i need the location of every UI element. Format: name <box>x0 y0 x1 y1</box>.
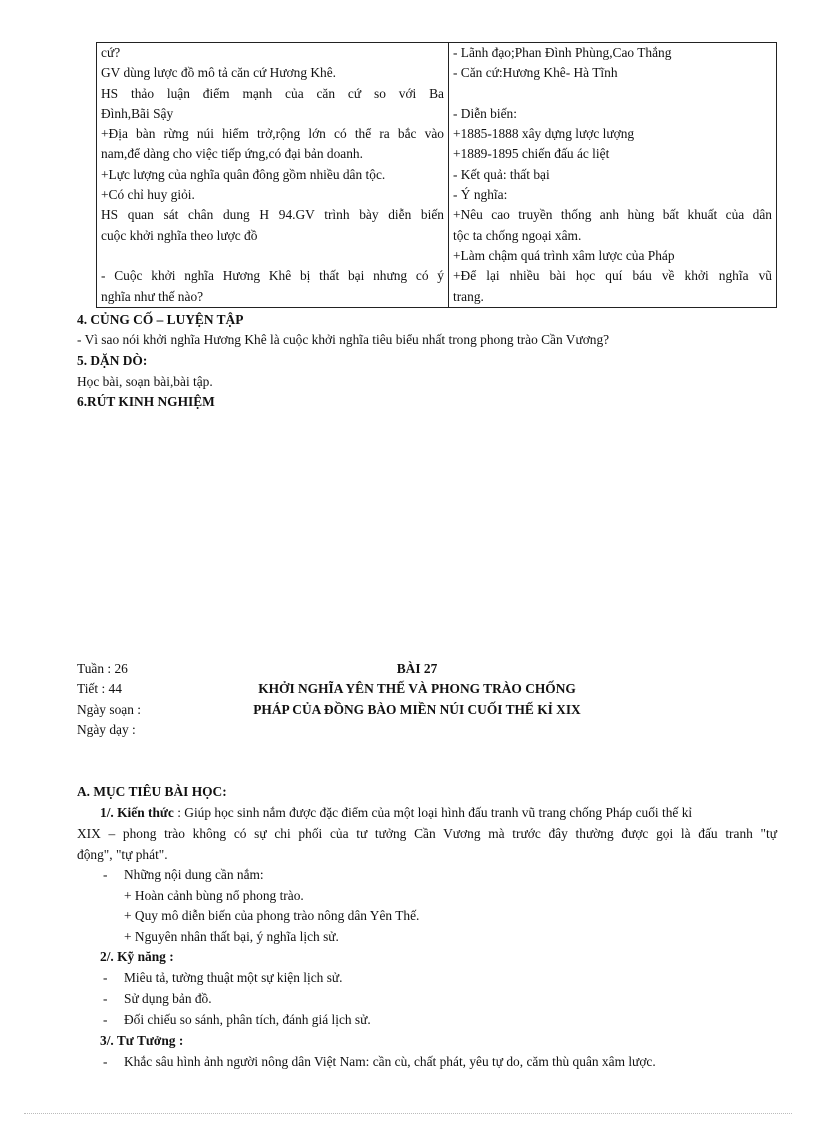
skills-item: Đối chiếu so sánh, phân tích, đánh giá lịch sử. <box>124 1012 371 1027</box>
period-label: Tiết : 44 <box>77 681 122 696</box>
section4-heading: 4. CỦNG CỐ – LUYỆN TẬP <box>77 312 244 327</box>
table-right-line: +Làm chậm quá trình xâm lược của Pháp <box>453 247 675 263</box>
section5-text: Học bài, soạn bài,bài tập. <box>77 374 213 389</box>
table-left-line: nghĩa như thế nào? <box>101 288 204 304</box>
table-right-line: - Diễn biến: <box>453 105 517 121</box>
thought-label: 3/. Tư Tưởng : <box>100 1033 184 1048</box>
table-right-line: +Để lại nhiều bài học quí báu về khởi nghĩa vũ <box>453 268 772 284</box>
table-left-line: nam,để dàng cho việc tiếp ứng,có đại bản doanh. <box>101 146 363 162</box>
knowledge-text: : Giúp học sinh nắm được đặc điểm của một loại hình đấu tranh vũ trang chống Pháp cuối thế kỉ <box>173 805 693 820</box>
content-lead: Những nội dung cần nắm: <box>124 867 264 882</box>
content-item: + Quy mô diễn biến của phong trào nông dân Yên Thế. <box>124 908 420 923</box>
week-label: Tuần : 26 <box>77 661 128 676</box>
content-item: + Hoàn cảnh bùng nổ phong trào. <box>124 888 304 903</box>
lesson-title-line1: KHỞI NGHĨA YÊN THẾ VÀ PHONG TRÀO CHỐNG <box>258 681 576 696</box>
bullet-dash: - <box>103 1054 108 1069</box>
skills-item: Miêu tả, tường thuật một sự kiện lịch sử. <box>124 970 343 985</box>
table-right-line: +1885-1888 xây dựng lược lượng <box>453 126 635 142</box>
table-right-line: +Nêu cao truyền thống anh hùng bất khuất của dân <box>453 207 772 223</box>
prep-date-label: Ngày soạn : <box>77 702 141 717</box>
skills-label: 2/. Kỹ năng : <box>100 949 174 964</box>
table-left-line: Đình,Bãi Sậy <box>101 105 174 121</box>
table-right-line: trang. <box>453 288 484 304</box>
bullet-dash: - <box>103 1012 108 1027</box>
objectives-heading: A. MỤC TIÊU BÀI HỌC: <box>77 784 227 799</box>
activities-cell <box>97 43 449 308</box>
table-left-line: - Cuộc khởi nghĩa Hương Khê bị thất bại nhưng có ý <box>101 268 444 284</box>
knowledge-line1 <box>100 803 692 823</box>
page-bottom-divider <box>24 1113 792 1114</box>
table-right-line: tộc ta chống ngoại xâm. <box>453 227 582 243</box>
lesson-title-line2: PHÁP CỦA ĐỒNG BÀO MIỀN NÚI CUỐI THẾ KỈ XIX <box>253 702 581 717</box>
table-left-line: HS thảo luận điểm mạnh của căn cứ so với Ba <box>101 85 444 101</box>
table-right-line: - Kết quả: thất bại <box>453 166 550 182</box>
lesson-table <box>96 42 777 308</box>
knowledge-label: 1/. Kiến thức <box>100 805 174 820</box>
table-left-line: +Có chỉ huy giỏi. <box>101 187 195 203</box>
table-left-line: HS quan sát chân dung H 94.GV trình bày diễn biến <box>101 207 444 223</box>
table-right-line: +1889-1895 chiến đấu ác liệt <box>453 146 610 162</box>
table-right-blank <box>453 84 772 104</box>
section6-heading: 6.RÚT KINH NGHIỆM <box>77 394 215 409</box>
knowledge-line2: XIX – phong trào không có sự chi phối của tư tưởng Cần Vương mà trước đây thường được gọi là đấu tranh "tự <box>77 826 777 841</box>
table-left-line: +Lực lượng của nghĩa quân đông gồm nhiều dân tộc. <box>101 166 386 182</box>
table-left-line: cứ? <box>101 45 121 60</box>
table-right-line: - Ý nghĩa: <box>453 187 508 203</box>
table-left-line: cuộc khởi nghĩa theo lược đồ <box>101 227 258 243</box>
bullet-dash: - <box>103 970 108 985</box>
section4-question: - Vì sao nói khởi nghĩa Hương Khê là cuộc khởi nghĩa tiêu biểu nhất trong phong trào Cần Vương? <box>77 332 610 347</box>
table-row <box>97 43 777 308</box>
section5-heading: 5. DẶN DÒ: <box>77 353 148 368</box>
table-left-line: +Địa bàn rừng núi hiểm trở,rộng lớn có thể ra bắc vào <box>101 126 444 142</box>
content-item: + Nguyên nhân thất bại, ý nghĩa lịch sử. <box>124 929 339 944</box>
thought-item: Khắc sâu hình ảnh người nông dân Việt Nam: cần cù, chất phát, yêu tự do, căm thù quân xâm lược. <box>124 1054 656 1069</box>
teach-date-label: Ngày dạy : <box>77 722 136 737</box>
table-left-line: GV dùng lược đồ mô tả căn cứ Hương Khê. <box>101 65 337 81</box>
content-cell <box>449 43 777 308</box>
bullet-dash: - <box>103 991 108 1006</box>
bullet-dash: - <box>103 867 108 882</box>
table-right-line: - Căn cứ:Hương Khê- Hà Tĩnh <box>453 65 618 81</box>
knowledge-line3: động", "tự phát". <box>77 847 168 862</box>
table-right-line: - Lãnh đạo;Phan Đình Phùng,Cao Thắng <box>453 45 672 60</box>
table-left-blank <box>101 246 444 266</box>
skills-item: Sử dụng bản đồ. <box>124 991 212 1006</box>
lesson-number: BÀI 27 <box>396 661 438 676</box>
